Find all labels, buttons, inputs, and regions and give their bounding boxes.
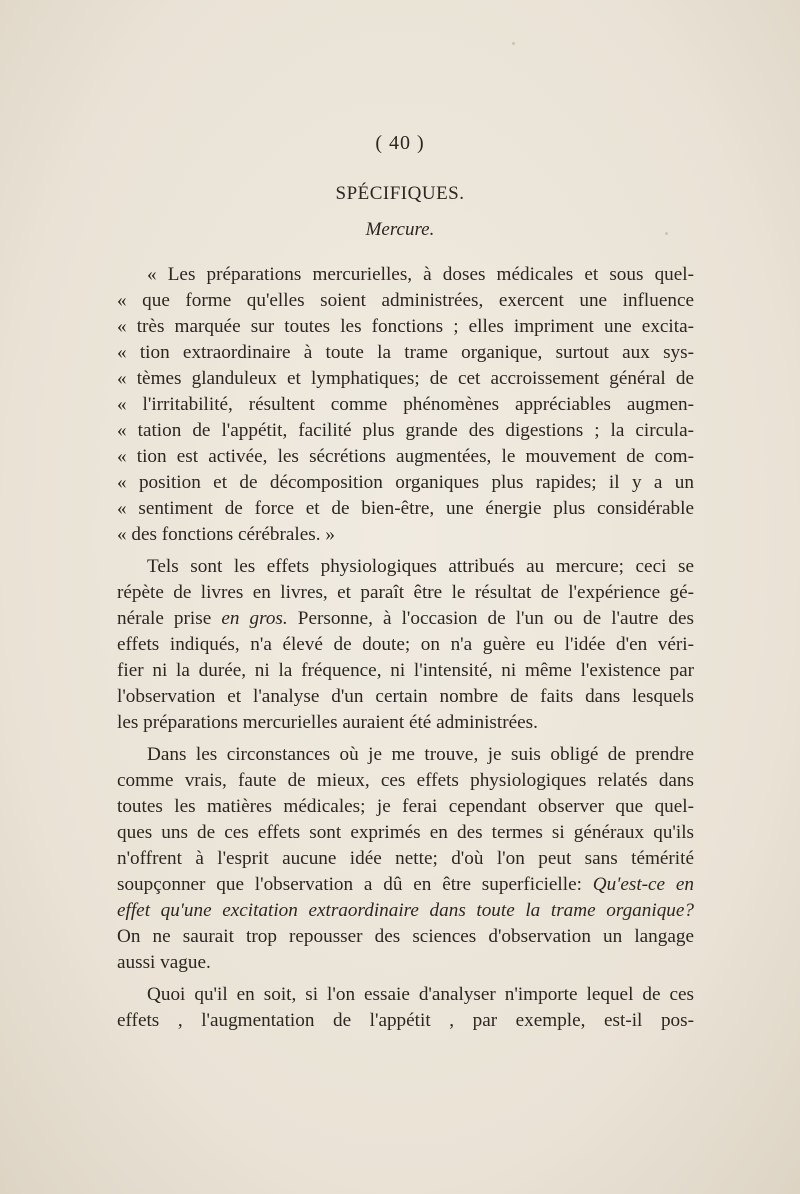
- page-number: ( 40 ): [375, 132, 425, 154]
- text-line: « que forme qu'elles soient administrées, exercent une influence: [117, 290, 694, 311]
- text-line: « tion est activée, les sécrétions augmentées, le mouvement de com-: [117, 446, 694, 467]
- paragraph: [117, 742, 694, 976]
- text-line: « sentiment de force et de bien-être, une énergie plus considérable: [117, 498, 694, 519]
- italic-phrase: Qu'est-ce en: [592, 874, 694, 895]
- text-line: « très marquée sur toutes les fonctions ; elles impriment une excita-: [117, 316, 694, 337]
- text-line: « tion extraordinaire à toute la trame organique, surtout aux sys-: [117, 342, 694, 363]
- text-line: n'offrent à l'esprit aucune idée nette; d'où l'on peut sans témérité: [117, 848, 694, 869]
- paragraph: [117, 554, 694, 736]
- text-line: effets , l'augmentation de l'appétit , par exemple, est-il pos-: [117, 1010, 694, 1031]
- subsection-title: Mercure.: [365, 219, 435, 240]
- italic-phrase: effet qu'une excitation extraordinaire dans toute la trame organique?: [117, 900, 694, 921]
- paragraph: [117, 982, 694, 1034]
- text-line: soupçonner que l'observation a dû en être superficielle: Qu'est-ce en: [117, 874, 694, 895]
- text-line: « l'irritabilité, résultent comme phénomènes appréciables augmen-: [117, 394, 694, 415]
- text-line: les préparations mercurielles auraient été administrées.: [117, 712, 538, 733]
- text-line: [117, 898, 694, 924]
- italic-phrase: en gros.: [221, 608, 288, 629]
- text-line: Dans les circonstances où je me trouve, je suis obligé de prendre: [147, 744, 694, 765]
- text-line: effets indiqués, n'a élevé de doute; on n'a guère eu l'idée d'en véri-: [117, 634, 694, 655]
- paper-speck: [512, 42, 515, 45]
- text-line: On ne saurait trop repousser des sciences d'observation un langage: [117, 926, 694, 947]
- text-line: ques uns de ces effets sont exprimés en des termes si généraux qu'ils: [117, 822, 694, 843]
- text-line: l'observation et l'analyse d'un certain nombre de faits dans lesquels: [117, 686, 694, 707]
- document-body: [117, 262, 694, 1034]
- text-line: aussi vague.: [117, 952, 211, 973]
- text-line: fier ni la durée, ni la fréquence, ni l'intensité, ni même l'existence par: [117, 660, 694, 681]
- text-line: « tèmes glanduleux et lymphatiques; de cet accroissement général de: [117, 368, 694, 389]
- text-line: toutes les matières médicales; je ferai cependant observer que quel-: [117, 796, 694, 817]
- text-line: « des fonctions cérébrales. »: [117, 524, 335, 545]
- section-title: SPÉCIFIQUES.: [335, 183, 465, 204]
- paragraph-quote: [117, 262, 694, 548]
- text-line: « position et de décomposition organiques plus rapides; il y a un: [117, 472, 694, 493]
- text-line: Tels sont les effets physiologiques attribués au mercure; ceci se: [147, 556, 694, 577]
- text-line: répète de livres en livres, et paraît être le résultat de l'expérience gé-: [117, 582, 694, 603]
- text-line: comme vrais, faute de mieux, ces effets physiologiques relatés dans: [117, 770, 694, 791]
- text-line: « tation de l'appétit, facilité plus grande des digestions ; la circula-: [117, 420, 694, 441]
- text-line: Quoi qu'il en soit, si l'on essaie d'analyser n'importe lequel de ces: [147, 984, 694, 1005]
- text-line: nérale prise en gros. Personne, à l'occasion de l'un ou de l'autre des: [117, 608, 694, 629]
- text-line: « Les préparations mercurielles, à doses médicales et sous quel-: [147, 264, 694, 285]
